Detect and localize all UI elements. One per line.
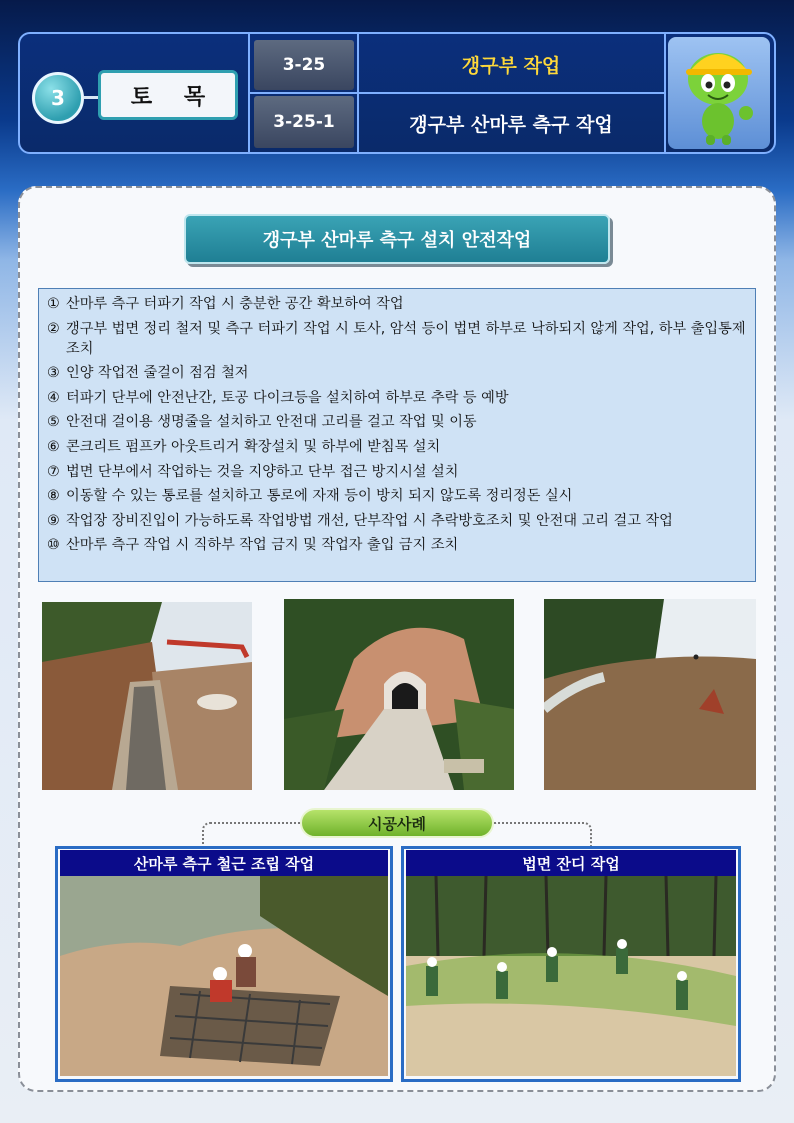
header-divider xyxy=(250,92,664,94)
connector-dots xyxy=(494,822,592,848)
drain-channel-photo xyxy=(42,602,252,790)
list-item: ③ 인양 작업전 줄걸이 점검 철저 xyxy=(47,365,249,382)
section-number-badge: 3 xyxy=(32,72,84,124)
connector-dots xyxy=(202,822,300,848)
list-item: ⑦ 법면 단부에서 작업하는 것을 지양하고 단부 접근 방지시설 설치 xyxy=(47,463,459,480)
list-item: ⑩ 산마루 측구 작업 시 직하부 작업 금지 및 작업자 출입 금지 조치 xyxy=(47,537,459,554)
list-item: ⑨ 작업장 장비진입이 가능하도록 작업방법 개선, 단부작업 시 추락방호조치 및 안전대 고리 걸고 작업 xyxy=(47,512,673,529)
list-item: ④ 터파기 단부에 안전난간, 토공 다이크등을 설치하여 하부로 추락 등 예방 xyxy=(47,389,509,406)
examples-label: 시공사례 xyxy=(300,808,494,838)
safety-helmet-mascot-icon xyxy=(668,37,770,149)
subchapter-number: 3-25-1 xyxy=(254,96,354,148)
chapter-title: 갱구부 작업 xyxy=(461,54,561,77)
section-subtitle: 갱구부 산마루 측구 설치 안전작업 xyxy=(184,214,610,264)
turf-work-photo xyxy=(406,876,736,1076)
list-item: ⑥ 콘크리트 펌프카 아웃트리거 확장설치 및 하부에 받침목 설치 xyxy=(47,438,441,455)
rebar-work-photo xyxy=(60,876,388,1076)
list-item: ⑧ 이동할 수 있는 통로를 설치하고 통로에 자재 등이 방치 되지 않도록 정리정돈 실시 xyxy=(47,488,573,505)
list-item: ⑤ 안전대 걸이용 생명줄을 설치하고 안전대 고리를 걸고 작업 및 이동 xyxy=(47,414,477,431)
section-title: 토 목 xyxy=(98,70,238,120)
header-divider xyxy=(664,34,666,152)
list-item: ② 갱구부 법면 정리 철저 및 측구 터파기 작업 시 토사, 암석 등이 법면 하부로 낙하되지 않게 작업, 하부 출입통제 조치 xyxy=(47,320,746,357)
right-photo-caption: 법면 잔디 작업 xyxy=(406,850,736,876)
tunnel-portal-photo xyxy=(284,599,514,790)
left-photo-caption: 산마루 측구 철근 조립 작업 xyxy=(60,850,388,876)
list-item: ① 산마루 측구 터파기 작업 시 충분한 공간 확보하여 작업 xyxy=(47,296,404,312)
slope-photo xyxy=(544,599,756,790)
subchapter-title: 갱구부 산마루 측구 작업 xyxy=(409,113,613,136)
chapter-number: 3-25 xyxy=(254,40,354,90)
safety-notes-list xyxy=(38,288,756,582)
